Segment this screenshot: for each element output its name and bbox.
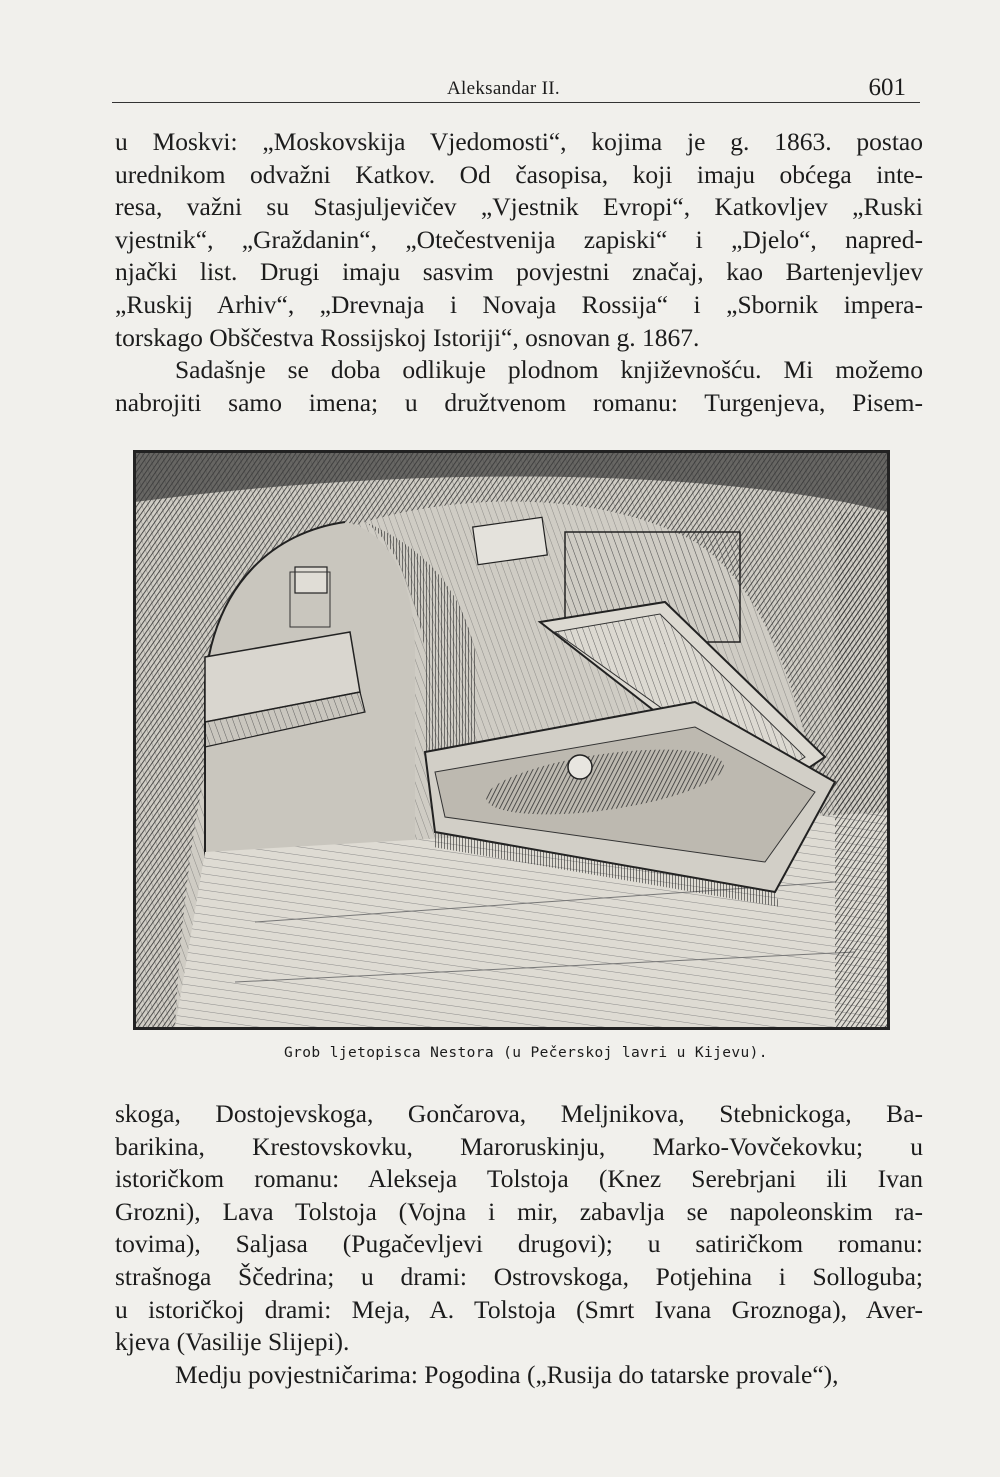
second-paragraph [115, 354, 923, 419]
text-line: nabrojiti samo imena; u družtvenom romanu: Turgenjeva, Pisem- [115, 387, 923, 417]
bottom-paragraph [115, 1098, 923, 1359]
top-paragraph [115, 126, 923, 354]
text-line: istoričkom romanu: Aleksеja Tolstoja (Knez Serebrjani ili Ivan [115, 1164, 923, 1194]
text-line: tovima), Saljasa (Pugačevljevi drugovi); u satiričkom romanu: [115, 1229, 923, 1259]
text-line: strašnoga Ščedrina; u drami: Ostrovskoga, Potjehina i Solloguba; [115, 1261, 923, 1291]
text-line: urednikom odvažni Katkov. Od časopisa, koji imaju obćega inte- [115, 159, 923, 189]
last-paragraph [115, 1359, 923, 1392]
text-line: kjeva (Vasilije Slijepi). [115, 1327, 350, 1357]
text-line: u Moskvi: „Moskovskija Vjedomosti“, kojima je g. 1863. postao [115, 127, 923, 156]
engraving-illustration [133, 450, 890, 1030]
text-line: vjestnik“, „Graždanin“, „Otečestvenija zapiski“ i „Djelo“, napred- [115, 224, 923, 254]
text-line: „Ruskij Arhiv“, „Drevnaja i Novaja Rossija“ i „Sbornik impera- [115, 289, 923, 319]
text-line: resa, važni su Stasjuljevičev „Vjestnik Evropi“, Katkovljev „Ruski [115, 192, 923, 222]
text-line: barikina, Krestovskovku, Maroruskinju, Marko-Vovčekovku; u [115, 1131, 923, 1161]
text-line: torskago Obščestva Rossijskoj Istoriji“, osnovan g. 1867. [115, 322, 700, 352]
text-line: Sadašnje se doba odlikuje plodnom književnošću. Mi možemo [175, 355, 923, 384]
page-number: 601 [868, 74, 906, 101]
text-line: Medju povjestničarima: Pogodina („Rusija do tatarske provale“), [175, 1360, 839, 1389]
figure-caption: Grob ljetopisca Nestora (u Pečerskoj lavri u Kijevu). [284, 1045, 768, 1061]
crypt-tomb-engraving [135, 452, 888, 1028]
text-line: skoga, Dostojevskoga, Gončarova, Meljnikova, Stebnickoga, Ba- [115, 1099, 923, 1128]
running-title: Aleksandar II. [447, 78, 560, 99]
page-header [112, 72, 920, 103]
text-line: njački list. Drugi imaju sasvim povjestni značaj, kao Bartenjevljev [115, 257, 923, 287]
text-line: Grozni), Lava Tolstoja (Vojna i mir, zabavlja se napoleonskim ra- [115, 1196, 923, 1226]
text-line: u istoričkoj drami: Meja, A. Tolstoja (Smrt Ivana Groznoga), Aver- [115, 1294, 923, 1324]
